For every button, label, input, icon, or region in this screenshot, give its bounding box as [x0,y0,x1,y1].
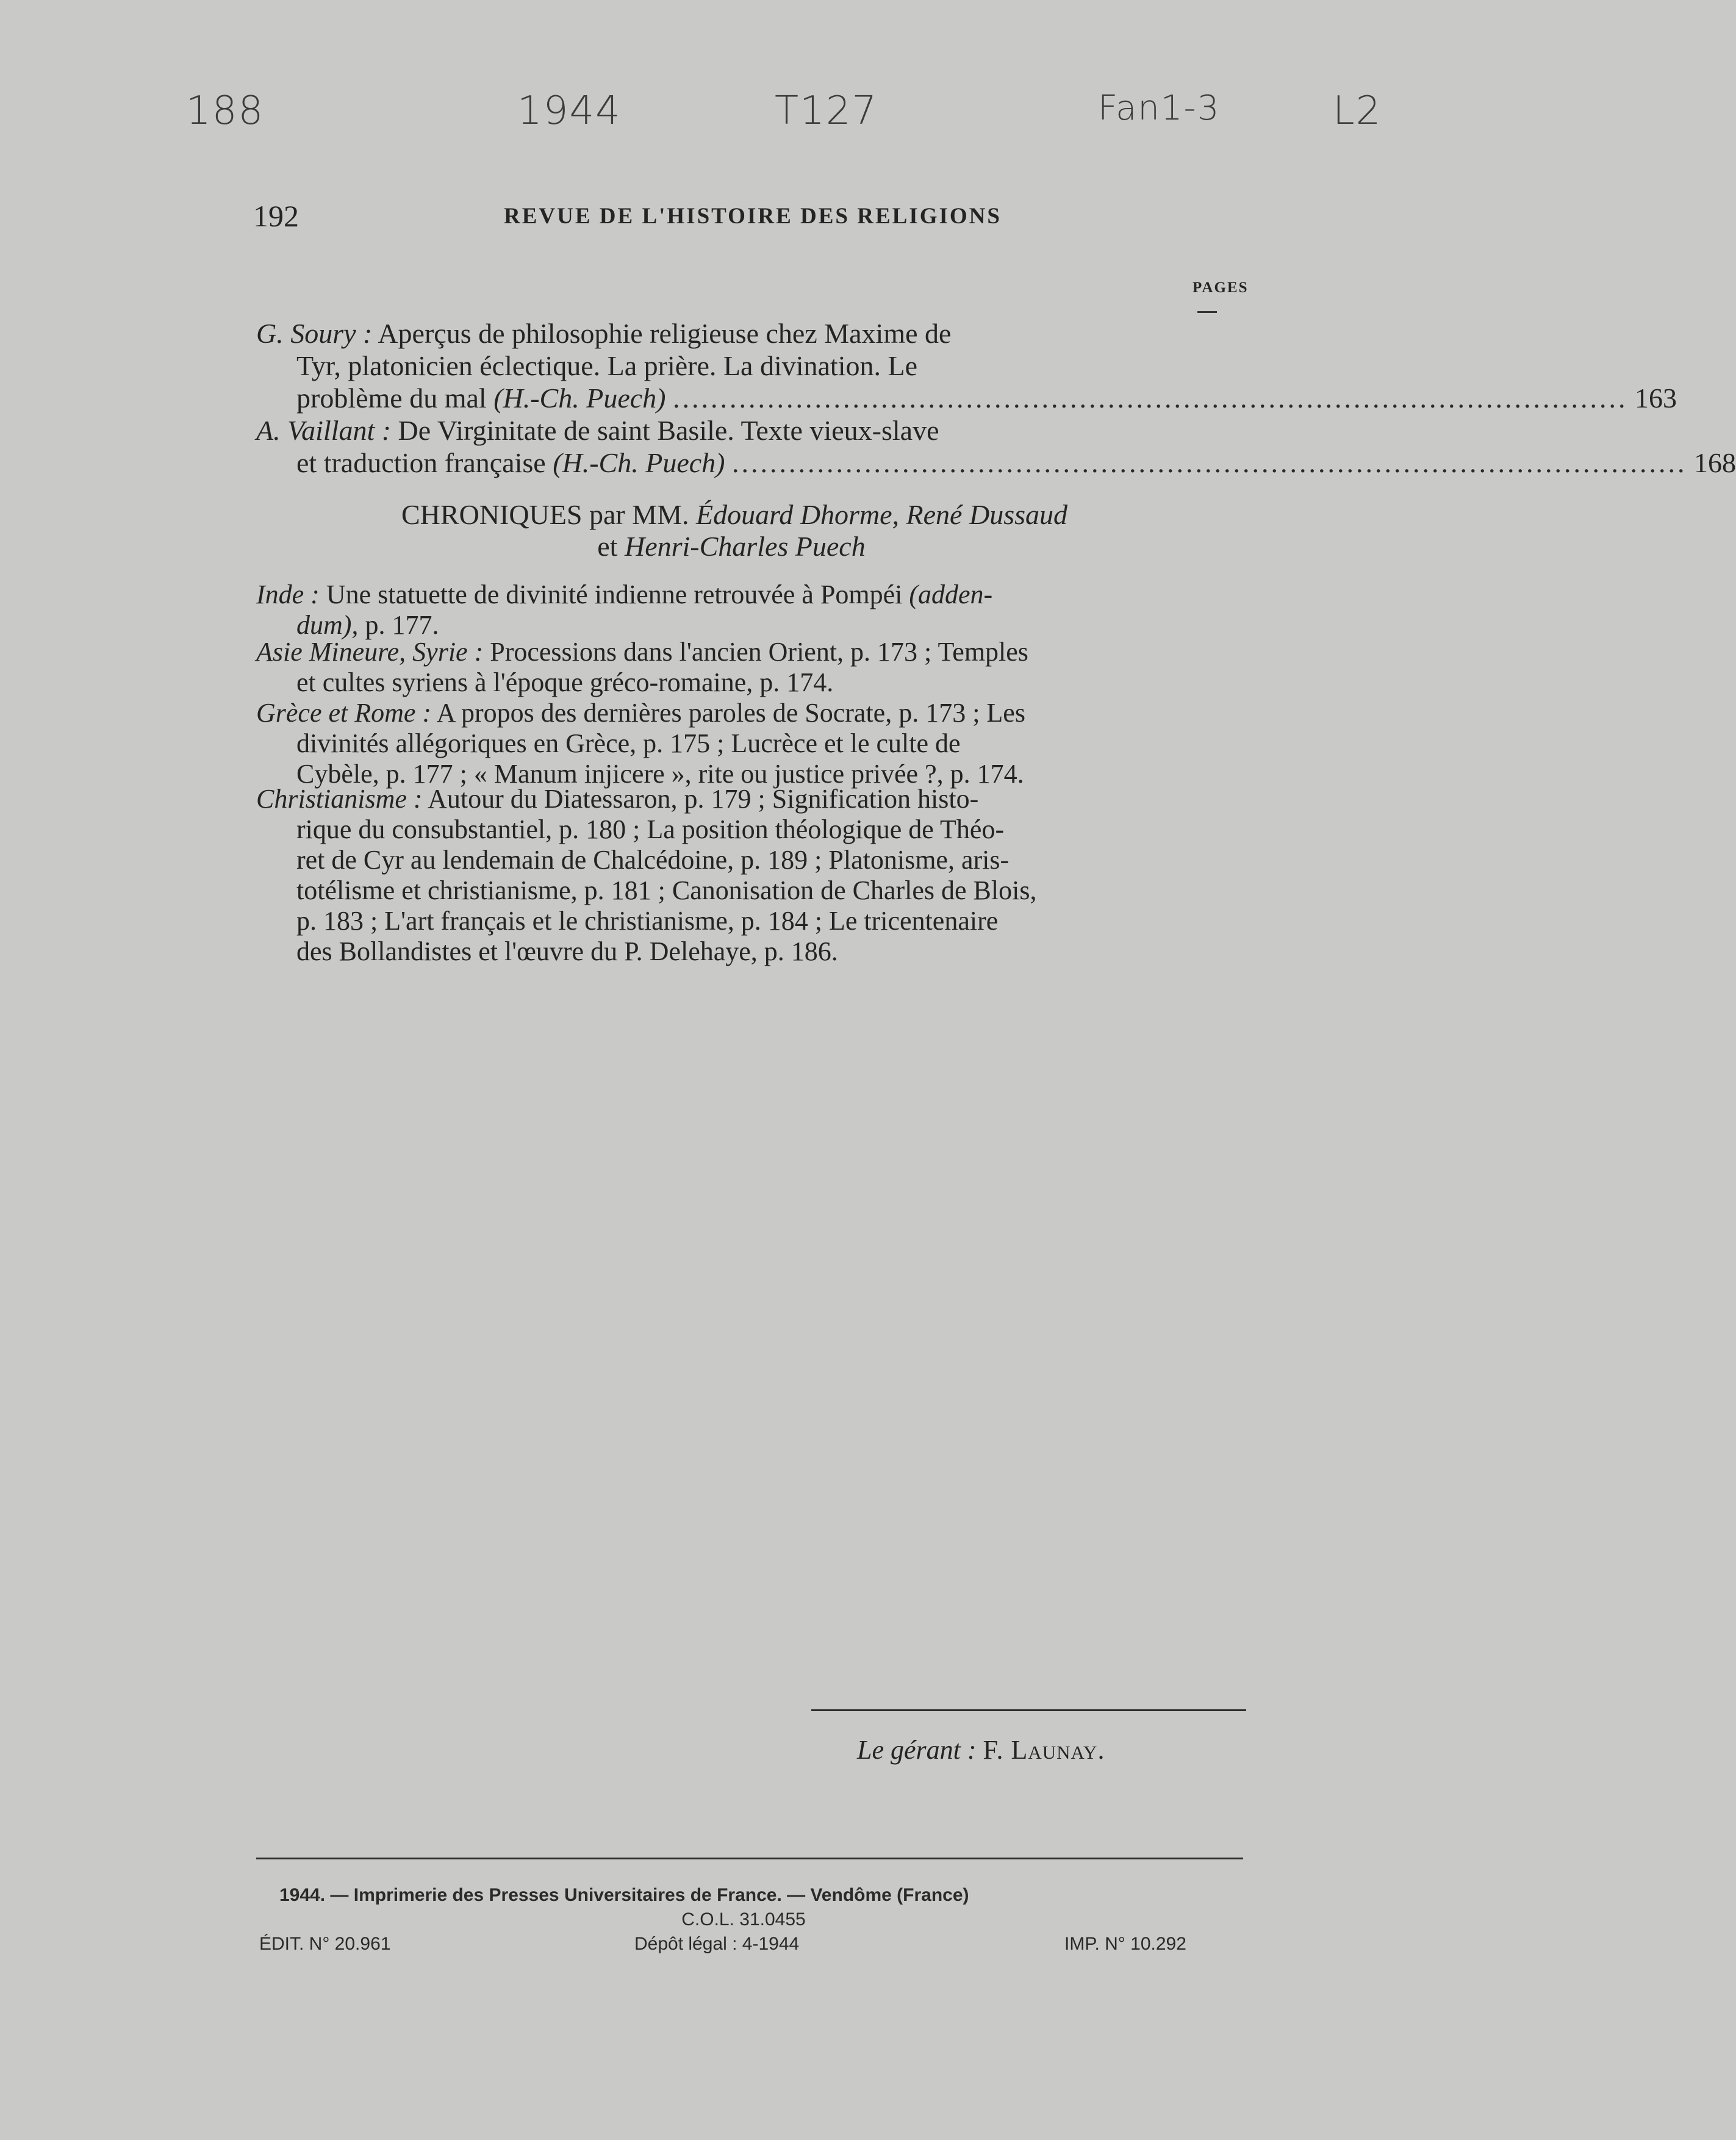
section-text-italic: (adden- [909,580,993,609]
handwritten-code: T127 [775,88,878,134]
pages-column-label: PAGES [1193,279,1249,296]
chroniques-heading [0,499,1463,562]
section-heading: Grèce et Rome : [256,698,432,728]
imprint-depot-legal: Dépôt légal : 4-1944 [634,1934,800,1954]
review-entry-vaillant [256,414,1736,479]
review-author: A. Vaillant : [256,415,392,446]
gerant-name: F. Launay. [983,1735,1105,1765]
section-text: Autour du Diatessaron, p. 179 ; Signification histo- [428,784,979,814]
section-text: rique du consubstantiel, p. 180 ; La position théologique de Théo- [296,814,1005,844]
section-text: Une statuette de divinité indienne retrouvée à Pompéi [326,580,903,609]
section-christianisme [256,784,1250,967]
review-title-line: problème du mal [296,382,487,414]
section-grece-rome [256,698,1250,789]
section-text: divinités allégoriques en Grèce, p. 175 ; Lucrèce et le culte de [296,728,961,758]
section-text: totélisme et christianisme, p. 181 ; Canonisation de Charles de Blois, [296,875,1037,905]
section-heading: Inde : [256,580,320,609]
section-text: A propos des dernières paroles de Socrate, p. 173 ; Les [436,698,1025,728]
chroniques-label: CHRONIQUES par MM. [401,499,689,530]
imprint-edit-number: ÉDIT. N° 20.961 [259,1934,391,1954]
handwritten-year: 1944 [517,88,622,134]
chroniques-authors: Édouard Dhorme, René Dussaud [695,499,1067,530]
handwritten-mark: L2 [1333,88,1382,134]
imprint-rule [256,1858,1243,1859]
section-text: p. 177. [365,610,439,640]
handwritten-fascicle: Fan1-3 [1098,88,1221,128]
review-page-number: 163 [1635,382,1677,414]
review-title-line: Tyr, platonicien éclectique. La prière. La divination. Le [296,350,917,381]
chroniques-and: et [597,531,618,562]
review-title-line: De Virginitate de saint Basile. Texte vieux-slave [398,415,939,446]
dot-leader: ..................................................................................................... [673,382,1628,414]
reviewer-name: (H.-Ch. Puech) [553,447,725,478]
running-title: REVUE DE L'HISTOIRE DES RELIGIONS [504,204,1002,229]
section-text: des Bollandistes et l'œuvre du P. Delehaye, p. 186. [296,936,838,966]
review-entry-soury [256,317,1677,414]
section-text-italic: dum), [296,610,359,640]
dot-leader: ..................................................................................................... [731,447,1687,478]
gerant-label: Le gérant : [857,1735,977,1765]
section-text: Processions dans l'ancien Orient, p. 173 ; Temples [490,637,1028,667]
section-text: et cultes syriens à l'époque gréco-romaine, p. 174. [296,667,834,697]
reviewer-name: (H.-Ch. Puech) [493,382,666,414]
section-heading: Asie Mineure, Syrie : [256,637,484,667]
pages-label-rule [1197,311,1217,313]
review-title-line: et traduction française [296,447,546,478]
section-inde [256,580,1250,641]
review-author: G. Soury : [256,318,373,349]
chroniques-authors: Henri-Charles Puech [624,531,866,562]
imprint-col: C.O.L. 31.0455 [681,1909,806,1930]
section-asie-mineure [256,637,1250,698]
section-text: ret de Cyr au lendemain de Chalcédoine, p. 189 ; Platonisme, aris- [296,845,1010,875]
review-page-number: 168 [1693,447,1736,478]
handwritten-number-1: 188 [186,88,265,134]
section-text: Cybèle, p. 177 ; « Manum injicere », rite ou justice privée ?, p. 174. [296,759,1024,789]
review-title-line: Aperçus de philosophie religieuse chez Maxime de [378,318,952,349]
section-text: p. 183 ; L'art français et le christianisme, p. 184 ; Le tricentenaire [296,906,999,936]
section-heading: Christianisme : [256,784,423,814]
signature-rule [811,1709,1246,1711]
page-number: 192 [253,199,299,233]
imprint-imp-number: IMP. N° 10.292 [1064,1934,1186,1954]
gerant-line [857,1734,1105,1765]
imprint-line: 1944. — Imprimerie des Presses Universitaires de France. — Vendôme (France) [279,1885,969,1905]
